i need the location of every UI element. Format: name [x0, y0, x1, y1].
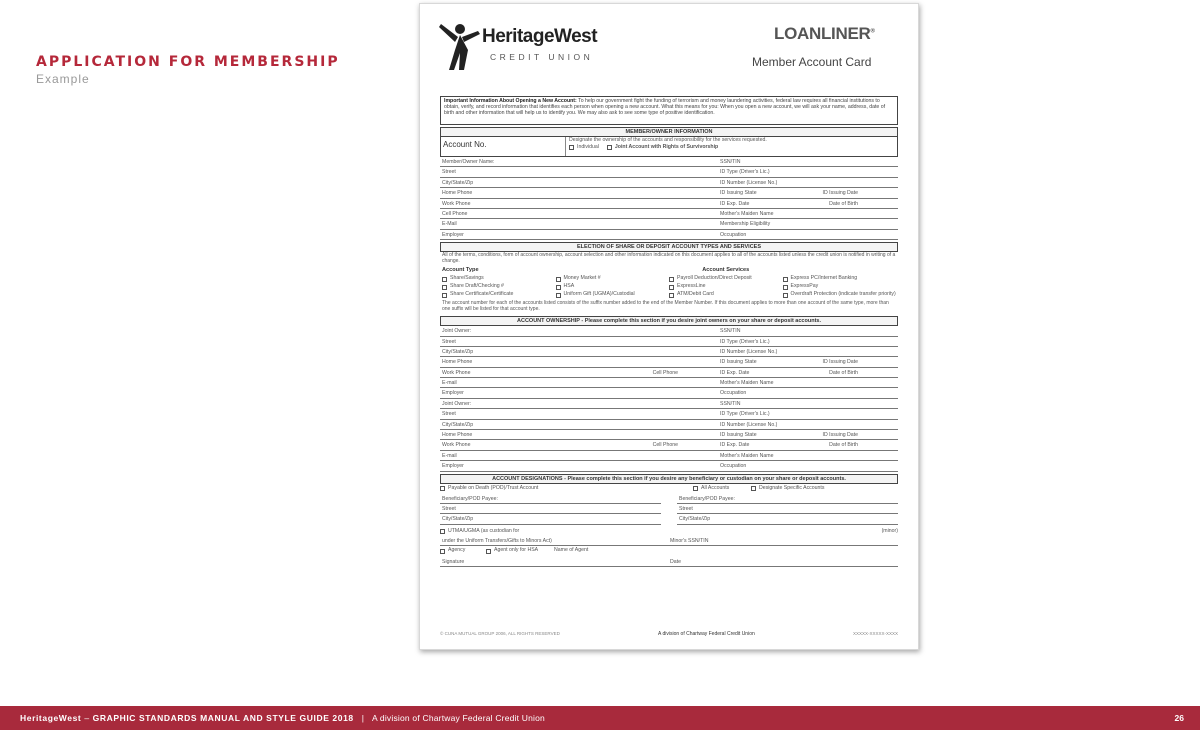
agency-label: Agency: [448, 547, 466, 554]
form-field-line: [440, 337, 718, 347]
field-label: Mother's Maiden Name: [720, 210, 774, 217]
designations-section-header: ACCOUNT DESIGNATIONS - Please complete this section if you desire any beneficiary or custodian on your share or deposit accounts.: [440, 474, 898, 484]
agent-row: [440, 546, 898, 557]
joint-left-column: [440, 326, 718, 399]
field-label: Home Phone: [442, 359, 473, 366]
form-field-line: [718, 199, 898, 209]
form-field-line: [718, 230, 898, 240]
field-label: Membership Eligibility: [720, 221, 771, 228]
checkbox-option: [783, 291, 897, 299]
checkbox-label: Share Certificate/Certificate: [450, 291, 514, 298]
form-field-line: [440, 368, 718, 378]
checkbox-option: [783, 275, 897, 283]
checkbox-label: ATM/Debit Card: [677, 291, 714, 298]
loanliner-logo: LOANLINER®: [774, 24, 875, 43]
field-label: ID Number (License No.): [720, 179, 778, 186]
date-label: Date: [670, 558, 681, 565]
field-label: E-Mail: [442, 221, 457, 228]
form-field-line: [718, 430, 898, 440]
field-label: Street: [442, 411, 456, 418]
checkbox-label: Express PC/Internet Banking: [790, 275, 858, 282]
form-field-line: [718, 451, 898, 461]
checkbox-label: Share Draft/Checking #: [450, 283, 504, 290]
form-field-line: [718, 357, 898, 367]
joint2-left-column: [440, 399, 718, 472]
agent-name-label: Name of Agent: [554, 547, 589, 554]
member-section-header: MEMBER/OWNER INFORMATION: [440, 127, 898, 137]
utma-row: [440, 528, 898, 536]
field-label: ID Number (License No.): [720, 348, 778, 355]
form-number: XXXXX-XXXXX-XXXX: [852, 631, 898, 636]
form-field-line: [440, 440, 718, 450]
minor-ssn-label: Minor's SSN/TIN: [670, 537, 709, 544]
document-footer: [440, 631, 898, 637]
field-label: Home Phone: [442, 190, 473, 197]
pod-row: [440, 484, 898, 494]
beneficiary-left-column: [440, 494, 677, 525]
checkbox-option: [669, 275, 783, 283]
field-label: Employer: [442, 390, 464, 397]
form-field-line: [440, 347, 718, 357]
checkbox-option: [556, 291, 670, 299]
form-field-line: [718, 167, 898, 177]
field-label: Work Phone: [442, 442, 471, 449]
joint-owner-2-fields: [440, 399, 898, 472]
checkbox-option: [783, 283, 897, 291]
form-body: [440, 96, 898, 567]
field-label: ID Exp. Date: [720, 200, 750, 207]
field-label: Joint Owner:: [442, 328, 472, 335]
checkbox-label: ExpressLine: [677, 283, 706, 290]
checkbox-icon: [556, 285, 561, 290]
field-label: Mother's Maiden Name: [720, 380, 774, 387]
checkbox-option: [442, 291, 556, 299]
minor-suffix: (minor): [881, 527, 898, 534]
member-right-column: [718, 157, 898, 240]
form-field-line: [718, 178, 898, 188]
field-label: Employer: [442, 463, 464, 470]
field-label: ID Issuing State: [720, 432, 757, 439]
form-field-line: [440, 178, 718, 188]
form-field-line: [440, 399, 718, 409]
checkbox-icon: [556, 277, 561, 282]
form-field-line: [440, 157, 718, 167]
form-field-line: [718, 209, 898, 219]
form-field-line: [718, 188, 898, 198]
field-label: Member/Owner Name:: [442, 159, 495, 165]
joint2-right-column: [718, 399, 898, 472]
account-number-label: Account No.: [441, 137, 566, 156]
field-label: Employer: [442, 231, 464, 238]
form-field-line: [440, 494, 661, 504]
field-label-secondary: ID Issuing Date: [822, 432, 858, 439]
footer-brand: HeritageWest: [20, 713, 82, 723]
form-field-line: [718, 399, 898, 409]
checkbox-icon: [783, 277, 788, 282]
types-column-4: [783, 267, 897, 299]
field-label: Beneficiary/POD Payee:: [679, 495, 735, 502]
checkbox-icon: [440, 549, 445, 554]
field-label: Work Phone: [442, 200, 471, 207]
field-label: ID Number (License No.): [720, 421, 778, 428]
field-label: Occupation: [720, 231, 747, 238]
field-label: Occupation: [720, 463, 747, 470]
types-column-3: [669, 267, 783, 299]
checkbox-label: Uniform Gift (UGMA)/Custodial: [563, 291, 635, 298]
form-field-line: [677, 514, 898, 524]
pod-label: Payable on Death (POD)/Trust Account: [448, 484, 539, 491]
footer-division: A division of Chartway Federal Credit Union: [371, 713, 545, 723]
form-field-line: [440, 188, 718, 198]
specific-accounts-label: Designate Specific Accounts: [759, 484, 825, 491]
ownership-section-header: ACCOUNT OWNERSHIP - Please complete this section if you desire joint owners on your share or deposit accounts.: [440, 316, 898, 326]
checkbox-option: [669, 283, 783, 291]
form-field-line: [718, 378, 898, 388]
field-label-secondary: ID Issuing Date: [822, 190, 858, 197]
account-type-label: Account Type: [442, 267, 479, 274]
joint-label: Joint Account with Rights of Survivorship: [614, 143, 719, 150]
form-field-line: [718, 337, 898, 347]
form-field-line: [677, 494, 898, 504]
form-field-line: [440, 388, 718, 398]
field-label: Street: [679, 505, 693, 512]
checkbox-icon: [669, 285, 674, 290]
field-label: ID Type (Driver's Lic.): [720, 338, 770, 345]
checkbox-icon: [751, 486, 756, 491]
field-label: City/State/Zip: [442, 516, 474, 523]
loanliner-wordmark: LOANLINER: [774, 24, 871, 43]
form-field-line: [718, 440, 898, 450]
form-field-line: [718, 461, 898, 471]
individual-label: Individual: [577, 143, 599, 150]
field-label: ID Issuing State: [720, 359, 757, 366]
checkbox-icon: [669, 277, 674, 282]
form-field-line: [718, 326, 898, 336]
field-label: Occupation: [720, 390, 747, 397]
field-label: ID Type (Driver's Lic.): [720, 169, 770, 176]
field-label: Joint Owner:: [442, 400, 472, 407]
checkbox-icon: [442, 293, 447, 298]
form-field-line: [440, 430, 718, 440]
beneficiary-right-column: [677, 494, 898, 525]
field-label-secondary: Date of Birth: [829, 442, 858, 449]
form-field-line: [718, 157, 898, 167]
member-fields: [440, 157, 898, 240]
checkbox-icon: [607, 145, 612, 150]
form-field-line: [440, 357, 718, 367]
form-field-line: [440, 451, 718, 461]
field-label: Cell Phone: [442, 210, 468, 217]
field-label: Beneficiary/POD Payee:: [442, 495, 498, 502]
form-field-line: [718, 347, 898, 357]
form-field-line: [677, 504, 898, 514]
field-label: ID Exp. Date: [720, 442, 750, 449]
utma-line-2: under the Uniform Transfers/Gifts to Minors Act): [442, 537, 552, 544]
checkbox-icon: [669, 293, 674, 298]
checkbox-option: [556, 275, 670, 283]
form-field-line: [440, 461, 718, 471]
checkbox-icon: [440, 529, 445, 534]
footer-manual-title: GRAPHIC STANDARDS MANUAL AND STYLE GUIDE 2018: [92, 713, 354, 723]
account-number-row: [440, 137, 898, 157]
member-left-column: [440, 157, 718, 240]
notice-text: To help our government fight the funding of terrorism and money laundering activities, federal law requires all financial institutions to obtain, verify, and record information that identifies each person when opening a new account. What this means for you: When you open a new account, we will ask your name, address, date of birth and other information that will help us to identify you. We may also ask to see some type of positive identification.: [444, 98, 886, 116]
field-label: ID Type (Driver's Lic.): [720, 411, 770, 418]
form-field-line: [440, 409, 718, 419]
field-label: SSN/TIN: [720, 159, 741, 165]
joint-owner-fields: [440, 326, 898, 399]
field-label: ID Issuing State: [720, 190, 757, 197]
checkbox-icon: [442, 277, 447, 282]
form-field-line: [440, 326, 718, 336]
page-title: APPLICATION FOR MEMBERSHIP: [36, 54, 340, 70]
field-label: Work Phone: [442, 369, 471, 376]
form-field-line: [440, 420, 718, 430]
utma-label: UTMA/UGMA (as custodian for: [448, 527, 520, 534]
checkbox-icon: [440, 486, 445, 491]
field-label-secondary: Date of Birth: [829, 200, 858, 207]
ownership-checkboxes: [569, 144, 894, 152]
form-field-line: [718, 388, 898, 398]
checkbox-option: [669, 291, 783, 299]
checkbox-label: Share/Savings: [450, 275, 484, 282]
field-label: Mother's Maiden Name: [720, 452, 774, 459]
checkbox-label: Overdraft Protection (indicate transfer priority): [790, 291, 896, 298]
document-division-text: A division of Chartway Federal Credit Union: [658, 631, 755, 637]
checkbox-icon: [783, 285, 788, 290]
joint-right-column: [718, 326, 898, 399]
checkbox-option: [556, 283, 670, 291]
agent-hsa-label: Agent only for HSA: [494, 547, 539, 554]
figure-icon: [438, 20, 482, 72]
checkbox-label: HSA: [563, 283, 575, 290]
account-services-label: Account Services: [702, 267, 750, 274]
field-label: SSN/TIN: [720, 328, 741, 335]
field-label: City/State/Zip: [442, 179, 474, 186]
checkbox-icon: [783, 293, 788, 298]
footer-separator: |: [361, 713, 364, 723]
ownership-designation: [566, 137, 897, 156]
page-heading: [36, 54, 340, 86]
field-label-secondary: Cell Phone: [652, 369, 678, 376]
membership-form-image: [419, 3, 919, 650]
field-label: City/State/Zip: [679, 516, 711, 523]
form-field-line: [440, 504, 661, 514]
form-field-line: [718, 420, 898, 430]
important-notice: [440, 96, 898, 125]
designate-text: Designate the ownership of the accounts and responsibility for the services requested.: [569, 137, 767, 143]
field-label: City/State/Zip: [442, 421, 474, 428]
checkbox-label: ExpressPay: [790, 283, 819, 290]
field-label: City/State/Zip: [442, 348, 474, 355]
field-label: Street: [442, 169, 456, 176]
form-field-line: [440, 199, 718, 209]
footer-dash: –: [84, 713, 90, 723]
notice-heading: Important Information About Opening a New Account:: [444, 98, 577, 104]
form-field-line: [440, 209, 718, 219]
election-section-header: ELECTION OF SHARE OR DEPOSIT ACCOUNT TYPES AND SERVICES: [440, 242, 898, 252]
types-column-2: [556, 267, 670, 299]
field-label-secondary: Cell Phone: [652, 442, 678, 449]
field-label: E-mail: [442, 380, 457, 387]
signature-label: Signature: [442, 558, 465, 565]
field-label-secondary: ID Issuing Date: [822, 359, 858, 366]
form-field-line: [718, 219, 898, 229]
checkbox-icon: [442, 285, 447, 290]
suffix-text: The account number for each of the accounts listed consists of the suffix number added to the end of the Member Number. If this document applies to more than one account of the same type, more than one suffix will be listed for that account type.: [442, 300, 889, 312]
signature-line: [440, 557, 898, 567]
form-field-line: [440, 167, 718, 177]
checkbox-icon: [693, 486, 698, 491]
page-subtitle: Example: [36, 72, 90, 86]
checkbox-icon: [556, 293, 561, 298]
field-label: SSN/TIN: [720, 400, 741, 407]
field-label: Street: [442, 338, 456, 345]
form-field-line: [440, 219, 718, 229]
checkbox-label: Money Market #: [563, 275, 601, 282]
field-label: E-mail: [442, 452, 457, 459]
form-field-line: [718, 409, 898, 419]
field-label: Street: [442, 505, 456, 512]
form-field-line: [440, 378, 718, 388]
checkbox-label: Payroll Deduction/Direct Deposit: [677, 275, 752, 282]
checkbox-icon: [486, 549, 491, 554]
checkbox-option: [442, 275, 556, 283]
account-types: [440, 266, 898, 300]
field-label-secondary: Date of Birth: [829, 369, 858, 376]
election-text: All of the terms, conditions, form of account ownership, account selection and other information indicated on this document applies to all of the accounts listed unless the credit union is notified in writing of a change.: [442, 252, 896, 264]
form-field-line: [440, 230, 718, 240]
heritagewest-logo: [438, 20, 598, 72]
form-field-line: [718, 368, 898, 378]
field-label: ID Exp. Date: [720, 369, 750, 376]
beneficiary-fields: [440, 494, 898, 525]
page-footer: [0, 706, 1200, 730]
form-field-line: [440, 514, 661, 524]
card-title: Member Account Card: [752, 55, 872, 69]
logo-wordmark: HeritageWest: [482, 26, 598, 47]
page-number: 26: [1174, 713, 1184, 723]
copyright-text: © CUNA MUTUAL GROUP 2006, ALL RIGHTS RESERVED: [440, 631, 560, 636]
logo-subtext: CREDIT UNION: [490, 52, 594, 62]
utma-line: [440, 536, 898, 546]
checkbox-option: [442, 283, 556, 291]
checkbox-icon: [569, 145, 574, 150]
types-column-1: [442, 267, 556, 299]
all-accounts-label: All Accounts: [701, 484, 730, 491]
field-label: Home Phone: [442, 432, 473, 439]
footer-title: [0, 713, 354, 723]
